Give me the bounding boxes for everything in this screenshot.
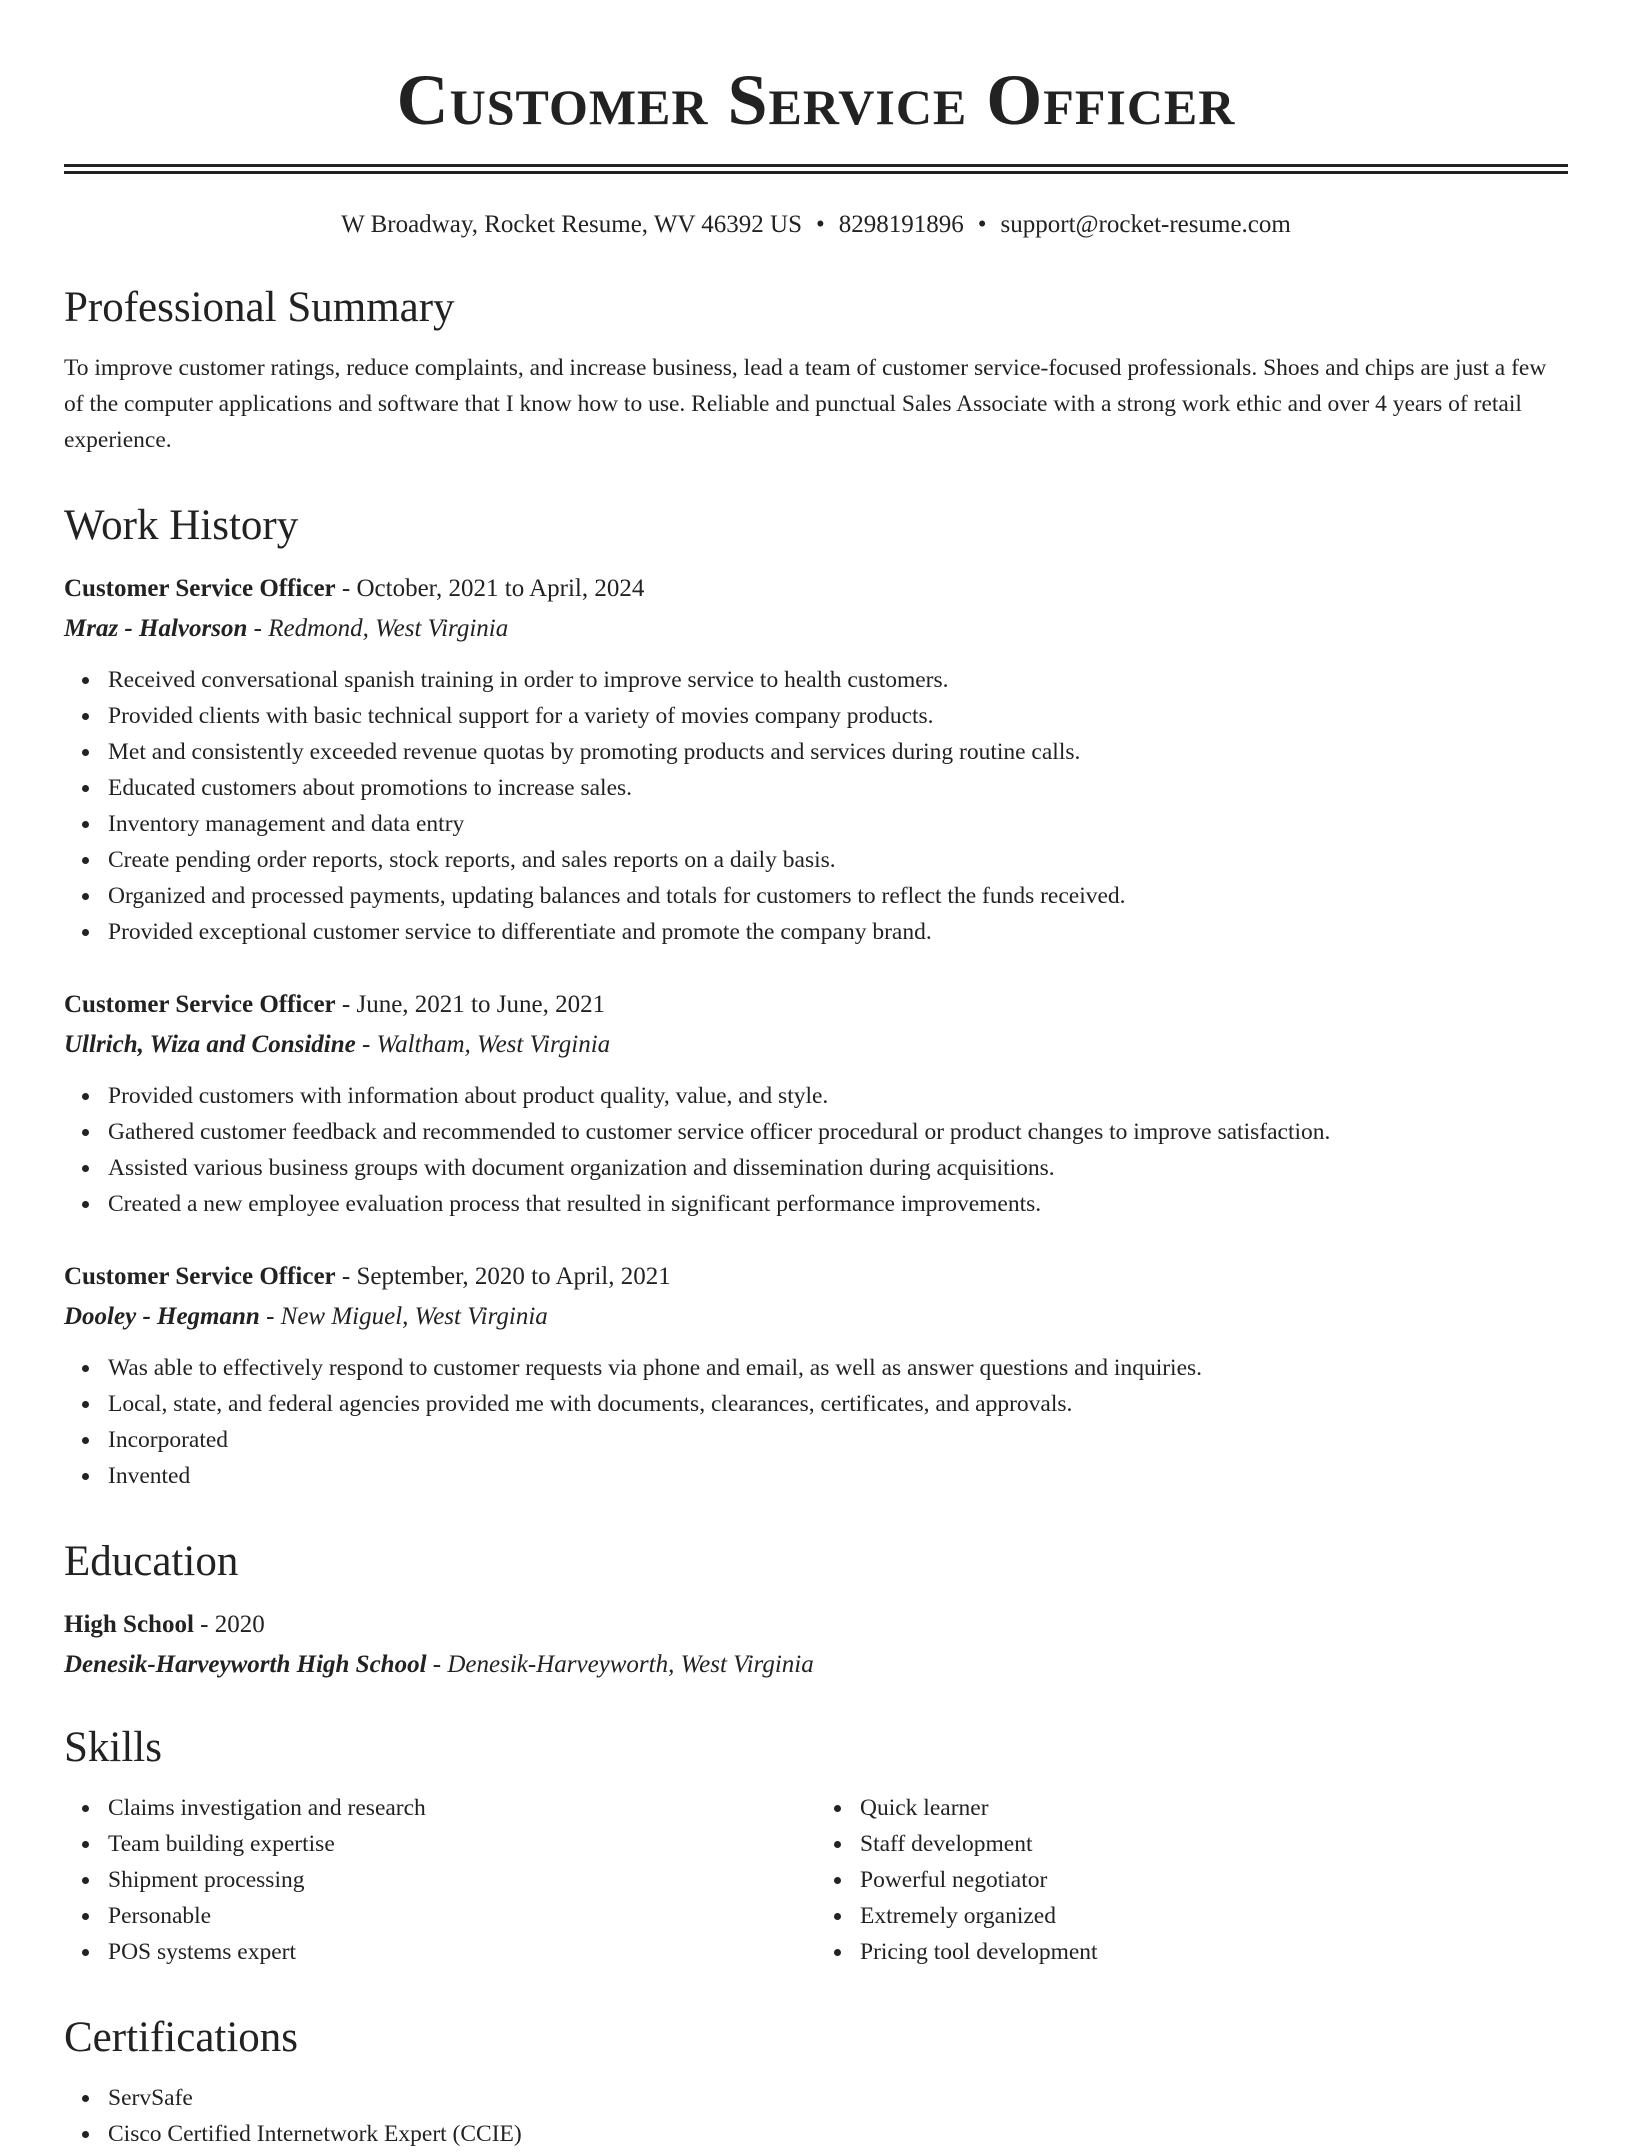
section-title-education: Education	[64, 1538, 239, 1585]
skills-list-right	[816, 1790, 1568, 1970]
education-institution	[64, 1650, 1568, 1680]
education-year: - 2020	[193, 1611, 265, 1638]
summary-text: To improve customer ratings, reduce complaints, and increase business, lead a team of customer service-focused professionals. Shoes and chips are just a few of the computer applications and software that I know how to use. Reliable and punctual Sales Associate with a strong work ethic and over 4 years of retail experience.	[64, 355, 1547, 453]
certification-item: ServSafe	[108, 2080, 1568, 2116]
job-employer	[64, 614, 1568, 644]
education-section	[64, 1538, 1568, 1680]
job-location: - Waltham, West Virginia	[355, 1031, 611, 1058]
contact-line	[64, 210, 1568, 240]
education-degree: High School	[64, 1611, 194, 1638]
job-company: Ullrich, Wiza and Considine	[64, 1031, 356, 1058]
job-company: Dooley - Hegmann	[64, 1303, 260, 1330]
education-location: - Denesik-Harveyworth, West Virginia	[426, 1651, 814, 1678]
skills-list-left	[64, 1790, 816, 1970]
resume-name-title: Customer Service Officer	[396, 60, 1236, 140]
skill-item: Staff development	[860, 1826, 1568, 1862]
list-item: Create pending order reports, stock reports, and sales reports on a daily basis.	[108, 842, 1568, 878]
list-item: Met and consistently exceeded revenue quotas by promoting products and services during routine calls.	[108, 734, 1568, 770]
skill-item: Powerful negotiator	[860, 1862, 1568, 1898]
list-item: Incorporated	[108, 1422, 1568, 1458]
list-item: Assisted various business groups with document organization and dissemination during acquisitions.	[108, 1150, 1568, 1186]
education-heading	[64, 1610, 1568, 1640]
job-location: - New Miguel, West Virginia	[259, 1303, 548, 1330]
list-item: Was able to effectively respond to customer requests via phone and email, as well as answer questions and inquiries.	[108, 1350, 1568, 1386]
job-entry	[64, 574, 1568, 950]
skill-item: Pricing tool development	[860, 1934, 1568, 1970]
list-item: Inventory management and data entry	[108, 806, 1568, 842]
job-heading	[64, 1262, 1568, 1292]
job-company: Mraz - Halvorson	[64, 615, 248, 642]
skill-item: Personable	[108, 1898, 816, 1934]
skill-item: POS systems expert	[108, 1934, 816, 1970]
education-entry	[64, 1610, 1568, 1680]
job-duties-list	[64, 662, 1568, 950]
list-item: Educated customers about promotions to increase sales.	[108, 770, 1568, 806]
list-item: Provided customers with information about product quality, value, and style.	[108, 1078, 1568, 1114]
skill-item: Quick learner	[860, 1790, 1568, 1826]
job-employer	[64, 1302, 1568, 1332]
work-history-section	[64, 502, 1568, 1494]
contact-address: W Broadway, Rocket Resume, WV 46392 US	[341, 211, 802, 238]
list-item: Local, state, and federal agencies provided me with documents, clearances, certificates, and approvals.	[108, 1386, 1568, 1422]
list-item: Received conversational spanish training in order to improve service to health customers.	[108, 662, 1568, 698]
certifications-list	[64, 2080, 1568, 2152]
summary-section	[64, 284, 1568, 458]
job-employer	[64, 1030, 1568, 1060]
job-heading	[64, 574, 1568, 604]
skills-columns	[64, 1790, 1568, 1970]
job-dates: - October, 2021 to April, 2024	[335, 575, 645, 602]
section-title-certifications: Certifications	[64, 2014, 299, 2061]
contact-phone: 8298191896	[838, 211, 964, 238]
job-role: Customer Service Officer	[64, 1263, 336, 1290]
job-entry	[64, 1262, 1568, 1494]
list-item: Invented	[108, 1458, 1568, 1494]
job-dates: - June, 2021 to June, 2021	[335, 991, 606, 1018]
job-entry	[64, 990, 1568, 1222]
header-double-rule	[64, 164, 1568, 174]
list-item: Provided exceptional customer service to differentiate and promote the company brand.	[108, 914, 1568, 950]
section-title-work-history: Work History	[64, 502, 299, 549]
skills-section	[64, 1724, 1568, 1970]
section-title-summary: Professional Summary	[64, 284, 455, 331]
job-dates: - September, 2020 to April, 2021	[335, 1263, 671, 1290]
list-item: Gathered customer feedback and recommended to customer service officer procedural or product changes to improve satisfaction.	[108, 1114, 1568, 1150]
certifications-section	[64, 2014, 1568, 2152]
job-location: - Redmond, West Virginia	[247, 615, 509, 642]
contact-separator: •	[977, 211, 987, 238]
job-duties-list	[64, 1350, 1568, 1494]
skill-item: Claims investigation and research	[108, 1790, 816, 1826]
education-school: Denesik-Harveyworth High School	[64, 1651, 427, 1678]
list-item: Created a new employee evaluation process that resulted in significant performance improvements.	[108, 1186, 1568, 1222]
list-item: Organized and processed payments, updating balances and totals for customers to reflect the funds received.	[108, 878, 1568, 914]
skill-item: Extremely organized	[860, 1898, 1568, 1934]
job-role: Customer Service Officer	[64, 991, 336, 1018]
skill-item: Team building expertise	[108, 1826, 816, 1862]
job-role: Customer Service Officer	[64, 575, 336, 602]
job-heading	[64, 990, 1568, 1020]
job-duties-list	[64, 1078, 1568, 1222]
contact-separator: •	[816, 211, 825, 238]
certification-item: Cisco Certified Internetwork Expert (CCIE)	[108, 2116, 1568, 2152]
skill-item: Shipment processing	[108, 1862, 816, 1898]
list-item: Provided clients with basic technical support for a variety of movies company products.	[108, 698, 1568, 734]
section-title-skills: Skills	[64, 1724, 162, 1771]
contact-email: support@rocket-resume.com	[1000, 211, 1291, 238]
